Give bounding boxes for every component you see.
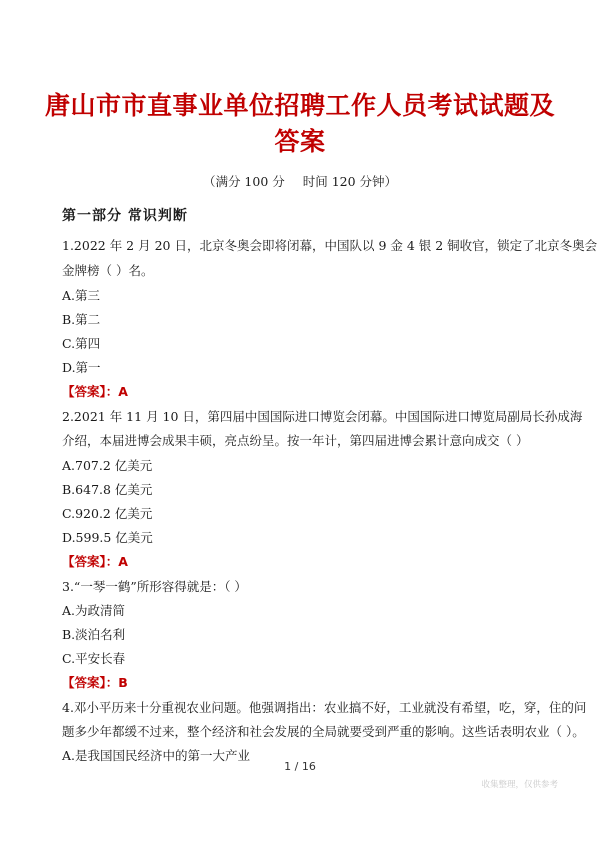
question-4-option-a: A.是我国国民经济中的第一大产业 [62, 748, 251, 763]
duration: 时间 120 分钟） [302, 174, 398, 189]
question-2-answer: 【答案】：A [62, 554, 128, 569]
title-line-2: 答案 [274, 127, 326, 156]
question-3-option-b: B.淡泊名利 [62, 627, 126, 642]
full-score: （满分 100 分 [202, 174, 285, 189]
question-2-stem-line-2: 介绍，本届进博会成果丰硕，亮点纷呈。按一年计，第四届进博会累计意向成交（ ） [62, 433, 529, 448]
question-2-option-a: A.707.2 亿美元 [62, 458, 153, 473]
question-1-answer: 【答案】：A [62, 384, 128, 399]
question-4-stem-line-1: 4.邓小平历来十分重视农业问题。他强调指出：农业搞不好，工业就没有希望，吃，穿，住的问 [62, 700, 587, 715]
document-title [40, 88, 560, 160]
page-number: 1 / 16 [284, 760, 316, 773]
question-2-option-c: C.920.2 亿美元 [62, 506, 153, 521]
question-4-stem-line-2: 题多少年都缓不过来，整个经济和社会发展的全局就要受到严重的影响。这些话表明农业（ ）。 [62, 724, 585, 739]
question-2-option-d: D.599.5 亿美元 [62, 530, 153, 545]
exam-info [0, 172, 600, 190]
question-1-option-d: D.第一 [62, 360, 101, 375]
question-1-option-b: B.第二 [62, 312, 101, 327]
title-line-1: 唐山市市直事业单位招聘工作人员考试试题及 [44, 91, 555, 120]
question-3-option-a: A.为政清简 [62, 603, 126, 618]
question-1-stem-line-2: 金牌榜（ ）名。 [62, 263, 154, 278]
question-3-option-c: C.平安长春 [62, 651, 126, 666]
question-1-option-c: C.第四 [62, 336, 101, 351]
question-2-option-b: B.647.8 亿美元 [62, 482, 153, 497]
section-heading: 第一部分 常识判断 [62, 208, 188, 224]
question-1-option-a: A.第三 [62, 288, 101, 303]
question-3-answer: 【答案】：B [62, 675, 128, 690]
question-2-stem-line-1: 2.2021 年 11 月 10 日，第四届中国国际进口博览会闭幕。中国国际进口博览局副局长孙成海 [62, 409, 583, 424]
question-1-stem-line-1: 1.2022 年 2 月 20 日，北京冬奥会即将闭幕，中国队以 9 金 4 银 2 铜收官，锁定了北京冬奥会 [62, 238, 598, 253]
question-3-stem: 3.“一琴一鹤”所形容得就是：（ ） [62, 579, 247, 594]
watermark: 收集整理，仅供参考 [481, 780, 558, 790]
